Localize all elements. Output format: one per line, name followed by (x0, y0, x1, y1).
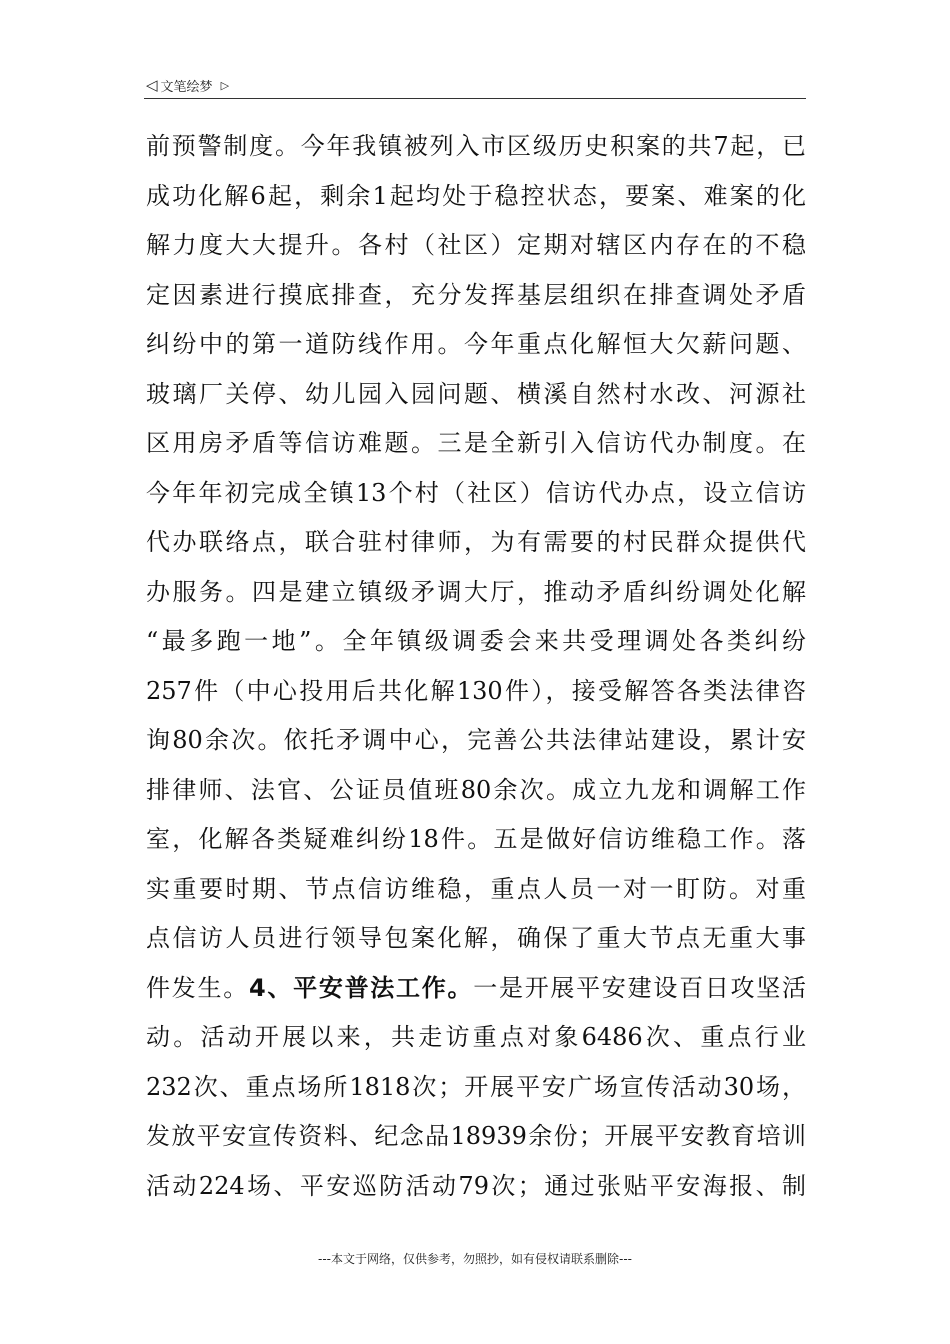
text-segment: 一是开展平安建设百日攻坚活 (473, 973, 807, 1002)
text-line: 玻璃厂关停、幼儿园入园问题、横溪自然村水改、河源社 (146, 379, 806, 408)
text-line-with-heading (146, 964, 806, 1014)
text-line: 纠纷中的第一道防线作用。今年重点化解恒大欠薪问题、 (146, 330, 806, 358)
text-line: 今年年初完成全镇13个村（社区）信访代办点，设立信访 (146, 478, 806, 507)
text-line: 代办联络点，联合驻村律师，为有需要的村民群众提供代 (146, 528, 806, 556)
triangle-right-icon: ▷ (220, 78, 230, 92)
text-line: 实重要时期、节点信访维稳，重点人员一对一盯防。对重 (146, 874, 806, 903)
page-footer: ---本文于网络，仅供参考，勿照抄，如有侵权请联系删除--- (318, 1252, 632, 1266)
header-divider (144, 98, 806, 99)
text-line: 室，化解各类疑难纠纷18件。五是做好信访维稳工作。落 (146, 825, 806, 853)
text-line: 区用房矛盾等信访难题。三是全新引入信访代办制度。在 (146, 429, 806, 457)
text-line: 询80余次。依托矛调中心，完善公共法律站建设，累计安 (146, 726, 806, 754)
text-line: “最多跑一地”。全年镇级调委会来共受理调处各类纠纷 (146, 627, 806, 655)
text-line: 成功化解6起，剩余1起均处于稳控状态，要案、难案的化 (146, 181, 806, 210)
text-line: 前预警制度。今年我镇被列入市区级历史积案的共7起，已 (146, 132, 806, 160)
text-line: 点信访人员进行领导包案化解，确保了重大节点无重大事 (146, 924, 806, 952)
document-body (146, 122, 806, 1211)
text-line: 232次、重点场所1818次；开展平安广场宣传活动30场， (146, 1072, 806, 1101)
section-heading: 4、平安普法工作。 (248, 973, 474, 1002)
page-header (146, 74, 229, 96)
text-segment: 件发生。 (146, 973, 249, 1002)
text-line: 定因素进行摸底排查，充分发挥基层组织在排查调处矛盾 (146, 280, 806, 309)
text-line: 解力度大大提升。各村（社区）定期对辖区内存在的不稳 (146, 231, 806, 259)
text-line: 办服务。四是建立镇级矛调大厅，推动矛盾纠纷调处化解 (146, 577, 806, 606)
text-line: 排律师、法官、公证员值班80余次。成立九龙和调解工作 (146, 775, 806, 804)
triangle-left-icon: ◁ (146, 75, 158, 94)
text-line: 动。活动开展以来，共走访重点对象6486次、重点行业 (146, 1023, 806, 1051)
text-line: 发放平安宣传资料、纪念品18939余份；开展平安教育培训 (146, 1122, 806, 1150)
header-title: 文笔绘梦 (160, 79, 213, 95)
text-line: 活动224场、平安巡防活动79次；通过张贴平安海报、制 (146, 1171, 806, 1200)
text-line: 257件（中心投用后共化解130件），接受解答各类法律咨 (146, 676, 806, 705)
